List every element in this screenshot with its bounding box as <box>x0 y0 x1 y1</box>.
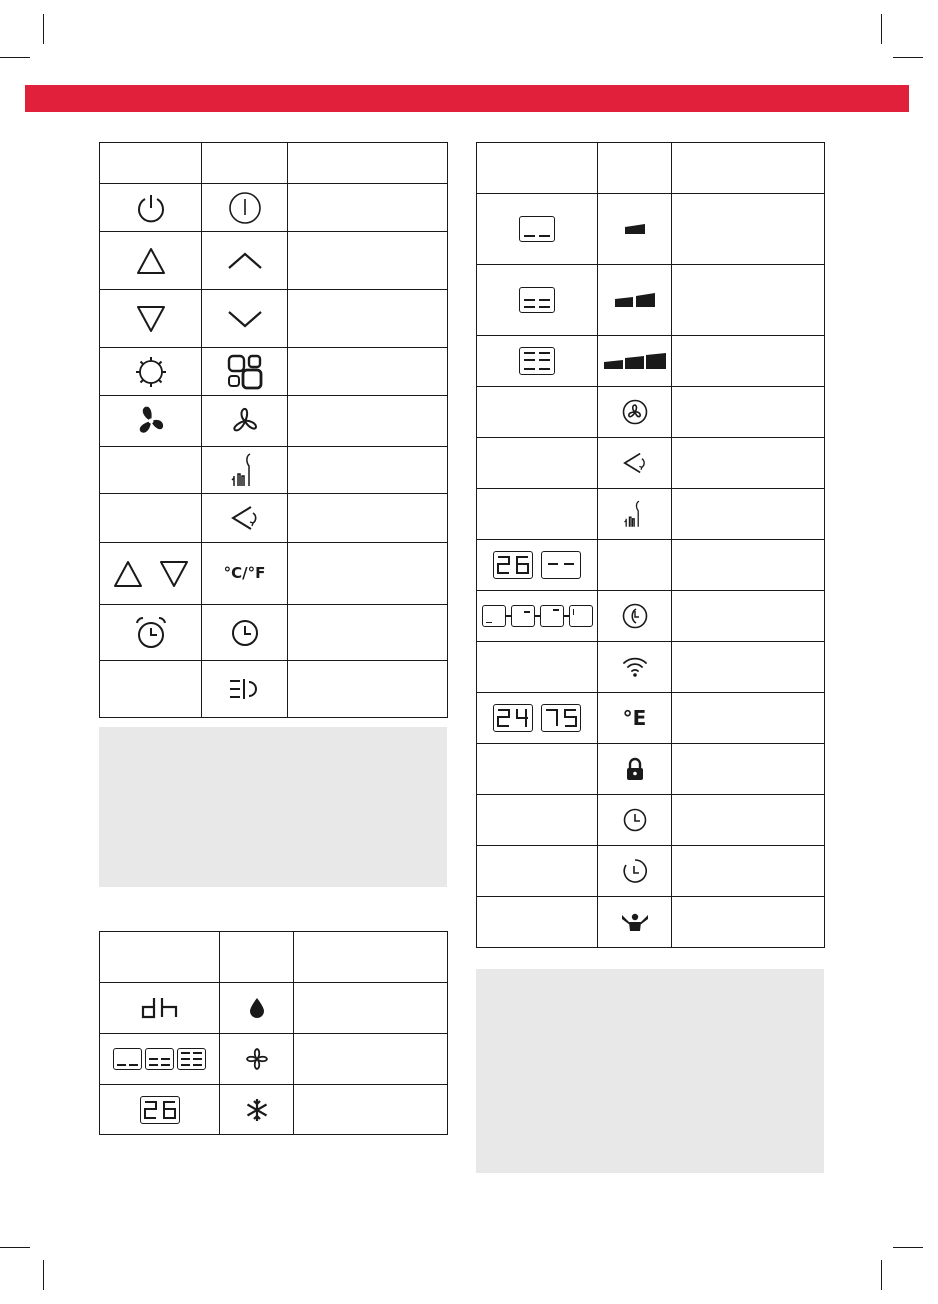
table-header-row <box>100 932 448 983</box>
speed-bar-1-icon <box>625 224 645 234</box>
alarm-clock-icon <box>133 615 169 651</box>
clock-icon <box>623 808 647 832</box>
triangle-up-icon <box>113 560 143 588</box>
lcd-cell <box>540 605 564 627</box>
crop-mark <box>893 57 923 58</box>
fan-outline-icon <box>230 406 260 436</box>
turbo-person-icon <box>620 911 650 933</box>
lcd-cell <box>482 605 506 627</box>
table-row <box>477 795 825 846</box>
snowflake-icon <box>245 1098 269 1122</box>
timer-icon <box>622 858 648 884</box>
chevron-up-icon <box>227 252 263 270</box>
swing-icon <box>621 451 649 475</box>
table-row <box>100 184 448 232</box>
fan-speed-lcd-icons <box>100 1048 219 1070</box>
speed-bar-2-icon <box>615 293 655 307</box>
sun-gear-icon <box>134 355 168 389</box>
control-buttons-table <box>99 142 448 718</box>
sleep-clock-icon <box>622 603 648 629</box>
crop-mark <box>0 57 30 58</box>
triangle-up-icon <box>136 247 166 275</box>
dh-display-icon <box>140 997 180 1019</box>
chain-link <box>564 615 569 617</box>
table-row <box>100 396 448 447</box>
table-row <box>100 1034 448 1085</box>
header-accent-bar <box>25 85 909 112</box>
lcd-temp-display-pair <box>477 551 597 579</box>
fan-icon <box>134 404 168 438</box>
crop-mark <box>43 1260 44 1290</box>
table-row <box>477 846 825 897</box>
chain-link <box>506 615 511 617</box>
lcd-chain-display <box>477 605 597 627</box>
lcd-26-display <box>493 551 533 579</box>
crop-mark <box>893 1247 923 1248</box>
triangle-down-icon <box>136 305 166 333</box>
lcd-temp-humidity-pair <box>477 704 597 732</box>
lcd-26-display <box>140 1096 180 1124</box>
table-row <box>477 265 825 336</box>
power-icon <box>228 191 262 225</box>
note-box <box>99 727 447 887</box>
swing-icon <box>229 504 261 532</box>
table-row <box>100 232 448 290</box>
table-row <box>100 494 448 543</box>
crop-mark <box>881 14 882 44</box>
table-row <box>477 642 825 693</box>
table-row <box>100 543 448 605</box>
clock-icon <box>231 619 259 647</box>
lcd-75-display <box>541 704 581 732</box>
crop-mark <box>881 1260 882 1290</box>
wifi-icon <box>622 656 648 678</box>
lcd-cell <box>569 605 593 627</box>
follow-me-hand-icon <box>230 452 260 488</box>
table-row <box>477 540 825 591</box>
chevron-down-icon <box>227 310 263 328</box>
table-row <box>100 983 448 1034</box>
lcd-high-icon <box>519 347 555 375</box>
chain-link <box>535 615 540 617</box>
crop-mark <box>0 1247 30 1248</box>
triangle-down-icon <box>159 560 189 588</box>
table-row <box>477 387 825 438</box>
table-row <box>100 447 448 494</box>
follow-me-hand-icon <box>623 499 647 529</box>
drop-icon <box>249 997 265 1019</box>
table-row <box>100 290 448 348</box>
power-icon <box>134 191 168 225</box>
table-row <box>477 591 825 642</box>
lcd-24-display <box>493 704 533 732</box>
table-row <box>477 489 825 540</box>
note-box <box>476 969 824 1173</box>
fan-flower-icon <box>245 1047 269 1071</box>
table-row <box>477 336 825 387</box>
lcd-high-icon <box>177 1048 206 1070</box>
led-display-icon <box>228 678 262 700</box>
table-row <box>477 693 825 744</box>
mode-squares-icon <box>227 354 263 390</box>
lcd-cell <box>511 605 535 627</box>
lcd-mid-icon <box>145 1048 174 1070</box>
table-row <box>100 605 448 661</box>
table-row <box>477 438 825 489</box>
lcd-low-icon <box>519 216 555 242</box>
display-indicators-table <box>99 931 448 1135</box>
table-row <box>100 661 448 718</box>
table-header-row <box>100 143 448 184</box>
triangle-up-down-icons <box>100 560 201 588</box>
degree-e-label: °E <box>622 706 647 730</box>
table-row <box>477 744 825 795</box>
lock-icon <box>626 757 644 781</box>
lcd-mid-icon <box>519 287 555 313</box>
table-row <box>477 897 825 948</box>
auto-fan-icon <box>622 399 648 425</box>
lcd-dash-display <box>541 551 581 579</box>
table-row <box>100 1085 448 1135</box>
crop-mark <box>43 14 44 44</box>
celsius-fahrenheit-label: °C/°F <box>223 564 266 582</box>
table-row <box>477 194 825 265</box>
lcd-low-icon <box>113 1048 142 1070</box>
table-row <box>100 348 448 396</box>
table-header-row <box>477 143 825 194</box>
display-symbols-table <box>476 142 825 948</box>
speed-bar-3-icon <box>604 353 666 369</box>
